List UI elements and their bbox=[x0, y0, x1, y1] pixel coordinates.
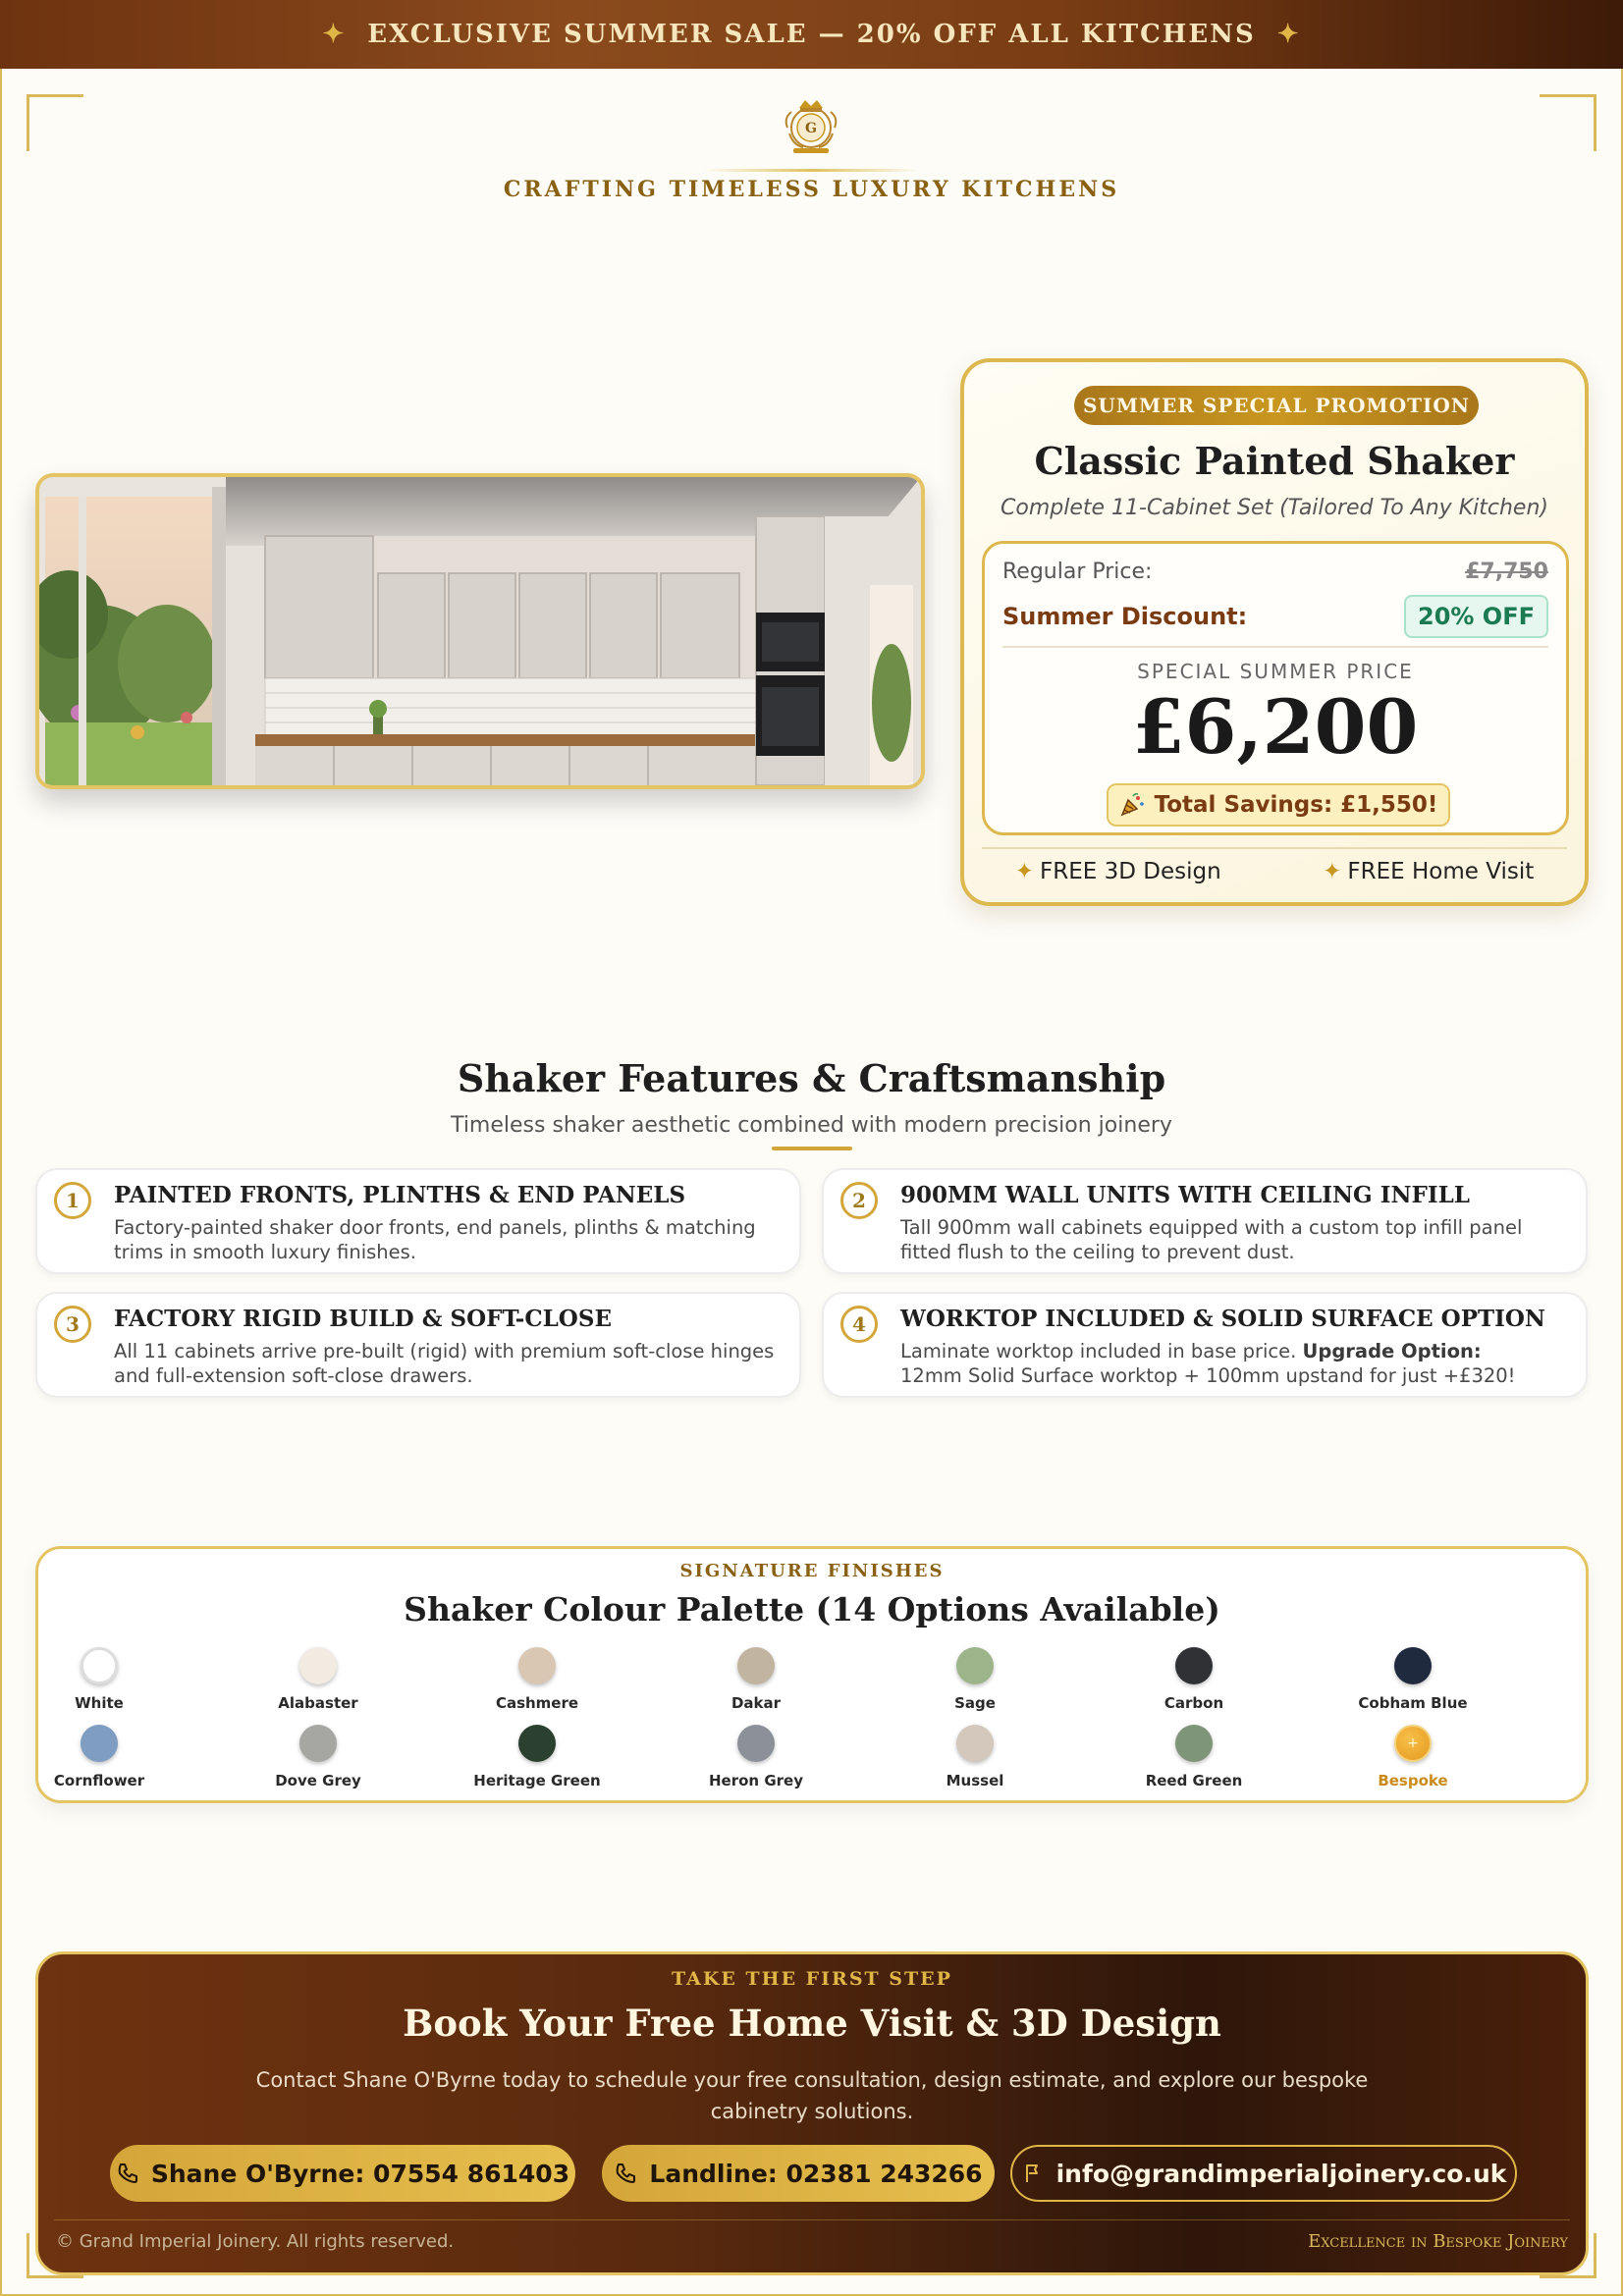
colour-swatch-mussel[interactable] bbox=[877, 1725, 1073, 1789]
swatch-colour-dot bbox=[518, 1647, 556, 1684]
feature-title: PAINTED FRONTS, PLINTHS & END PANELS bbox=[114, 1182, 686, 1208]
palette-kicker: SIGNATURE FINISHES bbox=[679, 1561, 945, 1581]
swatch-name: Sage bbox=[954, 1694, 996, 1712]
colour-swatch-cobham-blue[interactable] bbox=[1315, 1647, 1511, 1712]
feature-body: All 11 cabinets arrive pre-built (rigid) with premium soft-close hinges and full-extension soft-close drawers. bbox=[114, 1340, 775, 1387]
feature-body: Factory-painted shaker door fronts, end panels, plinths & matching trims in smooth luxury finishes. bbox=[114, 1216, 756, 1263]
regular-price-label: Regular Price: bbox=[1002, 559, 1153, 584]
product-subtitle: Complete 11-Cabinet Set (Tailored To Any Kitchen) bbox=[1001, 496, 1548, 520]
feature-number: 2 bbox=[840, 1182, 878, 1219]
features-divider bbox=[772, 1147, 852, 1150]
mobile-call-button[interactable] bbox=[110, 2145, 575, 2202]
corner-ornament bbox=[27, 94, 83, 151]
cta-body: Contact Shane O'Byrne today to schedule your free consultation, design estimate, and explore our bespoke cabinetry solutions. bbox=[255, 2068, 1369, 2123]
promo-badge: SUMMER SPECIAL PROMOTION bbox=[1074, 386, 1479, 425]
feature-card bbox=[35, 1168, 801, 1274]
colour-swatch-carbon[interactable] bbox=[1096, 1647, 1292, 1712]
header-divider bbox=[703, 169, 921, 172]
brand-motto: Excellence in Bespoke Joinery bbox=[1308, 2231, 1568, 2252]
colour-swatch-bespoke[interactable] bbox=[1315, 1725, 1511, 1789]
product-title: Classic Painted Shaker bbox=[1034, 439, 1515, 483]
feature-body-text: 12mm Solid Surface worktop + 100mm upstand for just +£320! bbox=[900, 1364, 1516, 1387]
mobile-call-label: Shane O'Byrne: 07554 861403 bbox=[150, 2159, 570, 2188]
savings-badge bbox=[1107, 783, 1450, 827]
phone-icon bbox=[116, 2162, 139, 2185]
perk-free-home-visit: FREE Home Visit bbox=[1347, 859, 1535, 884]
swatch-colour-dot bbox=[518, 1725, 556, 1762]
flag-icon bbox=[1021, 2162, 1045, 2185]
kitchen-hero-image bbox=[35, 473, 925, 789]
sparkle-star-icon: ✦ bbox=[1014, 859, 1035, 884]
crest-logo-icon[interactable] bbox=[780, 94, 842, 155]
swatch-name: Carbon bbox=[1163, 1694, 1224, 1712]
sparkle-star-icon: ✦ bbox=[1276, 20, 1301, 49]
brand-tagline: CRAFTING TIMELESS LUXURY KITCHENS bbox=[503, 177, 1120, 202]
swatch-name: Bespoke bbox=[1378, 1772, 1448, 1789]
swatch-name: Heritage Green bbox=[473, 1772, 601, 1789]
swatch-name: Alabaster bbox=[278, 1694, 358, 1712]
feature-body: Tall 900mm wall cabinets equipped with a custom top infill panel fitted flush to the ceiling to prevent dust. bbox=[900, 1216, 1523, 1263]
savings-text: Total Savings: £1,550! bbox=[1154, 792, 1438, 818]
sparkle-star-icon: ✦ bbox=[1323, 859, 1342, 884]
swatch-colour-dot bbox=[956, 1725, 994, 1762]
upgrade-option-label: Upgrade Option: bbox=[1302, 1340, 1482, 1362]
regular-price-value: £7,750 bbox=[1465, 559, 1548, 584]
swatch-colour-dot bbox=[737, 1647, 775, 1684]
price-breakdown bbox=[982, 541, 1569, 835]
phone-icon bbox=[614, 2162, 637, 2185]
promo-perks bbox=[964, 859, 1585, 884]
feature-card bbox=[822, 1292, 1588, 1398]
colour-swatch-heritage-green[interactable] bbox=[439, 1725, 635, 1789]
colour-swatch-sage[interactable] bbox=[877, 1647, 1073, 1712]
sale-banner-text: EXCLUSIVE SUMMER SALE — 20% OFF ALL KITCHENS bbox=[367, 20, 1256, 49]
sparkle-star-icon: ✦ bbox=[322, 20, 347, 49]
swatch-colour-dot: + bbox=[1394, 1725, 1432, 1762]
discount-badge: 20% OFF bbox=[1404, 595, 1548, 638]
feature-body bbox=[900, 1339, 1570, 1388]
feature-number: 3 bbox=[54, 1306, 91, 1343]
feature-number: 1 bbox=[54, 1182, 91, 1219]
special-price-value: £6,200 bbox=[1132, 683, 1419, 771]
feature-body-text: Laminate worktop included in base price. bbox=[900, 1340, 1297, 1362]
colour-swatch-heron-grey[interactable] bbox=[658, 1725, 854, 1789]
cta-kicker: TAKE THE FIRST STEP bbox=[672, 1968, 952, 1990]
discount-label: Summer Discount: bbox=[1002, 603, 1248, 630]
email-label: info@grandimperialjoinery.co.uk bbox=[1055, 2159, 1507, 2188]
special-price-label: SPECIAL SUMMER PRICE bbox=[1137, 660, 1414, 683]
feature-number: 4 bbox=[840, 1306, 878, 1343]
swatch-colour-dot bbox=[1394, 1647, 1432, 1684]
cta-divider bbox=[54, 2219, 1570, 2220]
feature-title: 900MM WALL UNITS WITH CEILING INFILL bbox=[900, 1182, 1470, 1208]
swatch-name: Mussel bbox=[946, 1772, 1004, 1789]
colour-swatch-white[interactable] bbox=[1, 1647, 197, 1712]
colour-swatch-cashmere[interactable] bbox=[439, 1647, 635, 1712]
swatch-colour-dot bbox=[81, 1725, 118, 1762]
swatch-colour-dot bbox=[299, 1725, 337, 1762]
svg-text:G: G bbox=[805, 121, 817, 136]
swatch-colour-dot bbox=[1175, 1725, 1213, 1762]
swatch-name: Cobham Blue bbox=[1358, 1694, 1468, 1712]
swatch-name: Dakar bbox=[730, 1694, 782, 1712]
perk-item bbox=[1015, 859, 1221, 884]
promo-card bbox=[960, 358, 1589, 906]
landline-call-button[interactable] bbox=[602, 2145, 995, 2202]
price-divider bbox=[1002, 646, 1548, 648]
feature-card bbox=[822, 1168, 1588, 1274]
swatch-name: Cashmere bbox=[495, 1694, 579, 1712]
feature-title: FACTORY RIGID BUILD & SOFT-CLOSE bbox=[114, 1306, 612, 1332]
landline-call-label: Landline: 02381 243266 bbox=[649, 2159, 983, 2188]
swatch-colour-dot bbox=[81, 1647, 118, 1684]
corner-ornament bbox=[1540, 94, 1596, 151]
swatch-colour-dot bbox=[737, 1725, 775, 1762]
features-heading: Shaker Features & Craftsmanship bbox=[457, 1056, 1166, 1100]
colour-swatch-cornflower[interactable] bbox=[1, 1725, 197, 1789]
feature-card bbox=[35, 1292, 801, 1398]
perk-free-3d-design: FREE 3D Design bbox=[1040, 859, 1221, 884]
colour-palette-card bbox=[35, 1546, 1589, 1803]
email-button[interactable] bbox=[1010, 2145, 1517, 2202]
swatch-name: Dove Grey bbox=[275, 1772, 361, 1789]
perk-item bbox=[1323, 859, 1534, 884]
promo-divider bbox=[982, 847, 1567, 849]
copyright-text: © Grand Imperial Joinery. All rights reserved. bbox=[56, 2231, 455, 2252]
swatch-colour-dot bbox=[956, 1647, 994, 1684]
colour-swatch-dove-grey[interactable] bbox=[220, 1725, 416, 1789]
palette-title: Shaker Colour Palette (14 Options Available) bbox=[404, 1590, 1220, 1629]
features-subheading: Timeless shaker aesthetic combined with modern precision joinery bbox=[451, 1113, 1172, 1138]
party-popper-icon bbox=[1119, 792, 1145, 818]
sale-banner bbox=[0, 0, 1623, 69]
colour-swatch-alabaster[interactable] bbox=[220, 1647, 416, 1712]
cta-section bbox=[35, 1951, 1589, 2275]
swatch-name: Reed Green bbox=[1145, 1772, 1243, 1789]
colour-swatch-dakar[interactable] bbox=[658, 1647, 854, 1712]
colour-swatch-reed-green[interactable] bbox=[1096, 1725, 1292, 1789]
swatch-colour-dot bbox=[1175, 1647, 1213, 1684]
feature-title: WORKTOP INCLUDED & SOLID SURFACE OPTION bbox=[900, 1306, 1545, 1332]
swatch-colour-dot bbox=[299, 1647, 337, 1684]
swatch-name: Heron Grey bbox=[709, 1772, 803, 1789]
swatch-name: Cornflower bbox=[53, 1772, 145, 1789]
cta-title: Book Your Free Home Visit & 3D Design bbox=[403, 2002, 1221, 2045]
swatch-name: White bbox=[75, 1694, 124, 1712]
